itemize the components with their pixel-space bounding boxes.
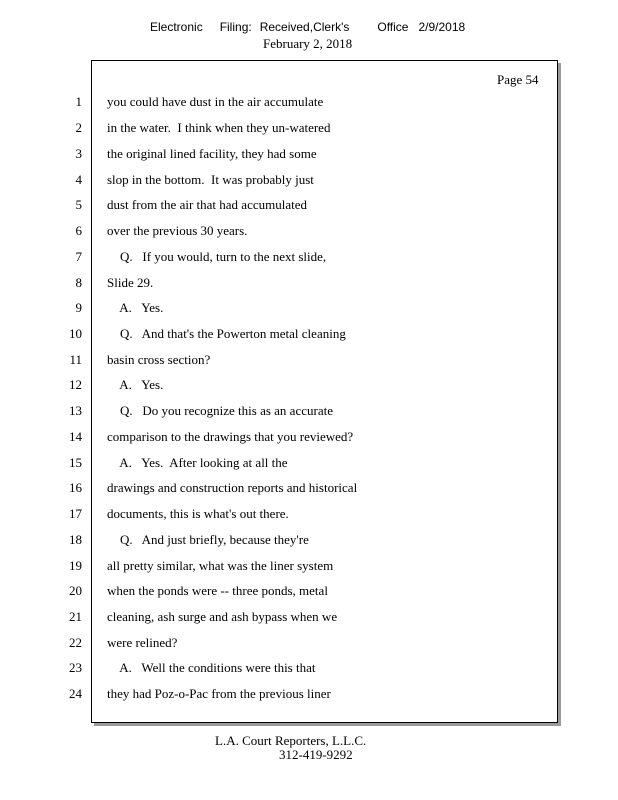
transcript-line: over the previous 30 years.	[107, 223, 248, 238]
electronic-filing-stamp	[150, 20, 465, 34]
line-number: 10	[69, 326, 82, 341]
transcript-line: documents, this is what's out there.	[107, 506, 289, 521]
line-number: 15	[69, 455, 82, 470]
line-number: 18	[69, 532, 82, 547]
line-number: 7	[75, 249, 82, 264]
transcript-line: Q. Do you recognize this as an accurate	[107, 403, 333, 418]
transcript-line: A. Yes.	[107, 300, 164, 315]
transcript-line: Q. If you would, turn to the next slide,	[107, 249, 327, 264]
line-number: 9	[75, 300, 82, 315]
line-number: 16	[69, 480, 82, 495]
transcript-line: A. Yes.	[107, 377, 164, 392]
transcript-line: cleaning, ash surge and ash bypass when we	[107, 609, 338, 624]
transcript-line: all pretty similar, what was the liner system	[107, 558, 334, 573]
line-number: 2	[75, 120, 82, 135]
line-number: 23	[69, 660, 82, 675]
transcript-line: dust from the air that had accumulated	[107, 197, 307, 212]
line-number: 19	[69, 558, 82, 573]
transcript-line: Q. And that's the Powerton metal cleaning	[107, 326, 346, 341]
transcript-date: February 2, 2018	[263, 36, 353, 51]
transcript-line: Slide 29.	[107, 275, 154, 290]
transcript-line: basin cross section?	[107, 352, 211, 367]
transcript-line: Q. And just briefly, because they're	[107, 532, 309, 547]
filing-stamp-word: Received,Clerk's	[259, 20, 350, 34]
transcript-line: were relined?	[107, 635, 178, 650]
transcript-line: you could have dust in the air accumulate	[107, 94, 324, 109]
transcript-line: they had Poz-o-Pac from the previous liner	[107, 686, 331, 701]
transcript-line: slop in the bottom. It was probably just	[107, 172, 314, 187]
transcript-line: A. Well the conditions were this that	[107, 660, 316, 675]
line-number: 14	[69, 429, 82, 444]
transcript-line: drawings and construction reports and historical	[107, 480, 358, 495]
line-number: 3	[75, 146, 82, 161]
footer-company: L.A. Court Reporters, L.L.C.	[215, 733, 367, 748]
filing-stamp-word: Office	[377, 20, 409, 34]
line-number: 5	[75, 197, 82, 212]
transcript-line: when the ponds were -- three ponds, metal	[107, 583, 328, 598]
transcript-line: in the water. I think when they un-watered	[107, 120, 331, 135]
line-number: 1	[75, 94, 82, 109]
line-number: 17	[69, 506, 82, 521]
line-number: 4	[75, 172, 82, 187]
filing-stamp-word: Electronic	[150, 20, 203, 34]
line-number: 24	[69, 686, 82, 701]
page-number: Page 54	[497, 72, 539, 87]
footer-phone: 312-419-9292	[279, 747, 353, 762]
line-number: 6	[75, 223, 82, 238]
line-number: 11	[69, 352, 82, 367]
line-number: 13	[69, 403, 82, 418]
filing-stamp-word: 2/9/2018	[418, 20, 466, 34]
line-number: 20	[69, 583, 82, 598]
line-number: 8	[75, 275, 82, 290]
transcript-line: the original lined facility, they had some	[107, 146, 317, 161]
filing-stamp-word: Filing:	[219, 20, 252, 34]
line-number: 21	[69, 609, 82, 624]
line-number: 22	[69, 635, 82, 650]
transcript-line: comparison to the drawings that you reviewed?	[107, 429, 354, 444]
line-number: 12	[69, 377, 82, 392]
transcript-line: A. Yes. After looking at all the	[107, 455, 288, 470]
